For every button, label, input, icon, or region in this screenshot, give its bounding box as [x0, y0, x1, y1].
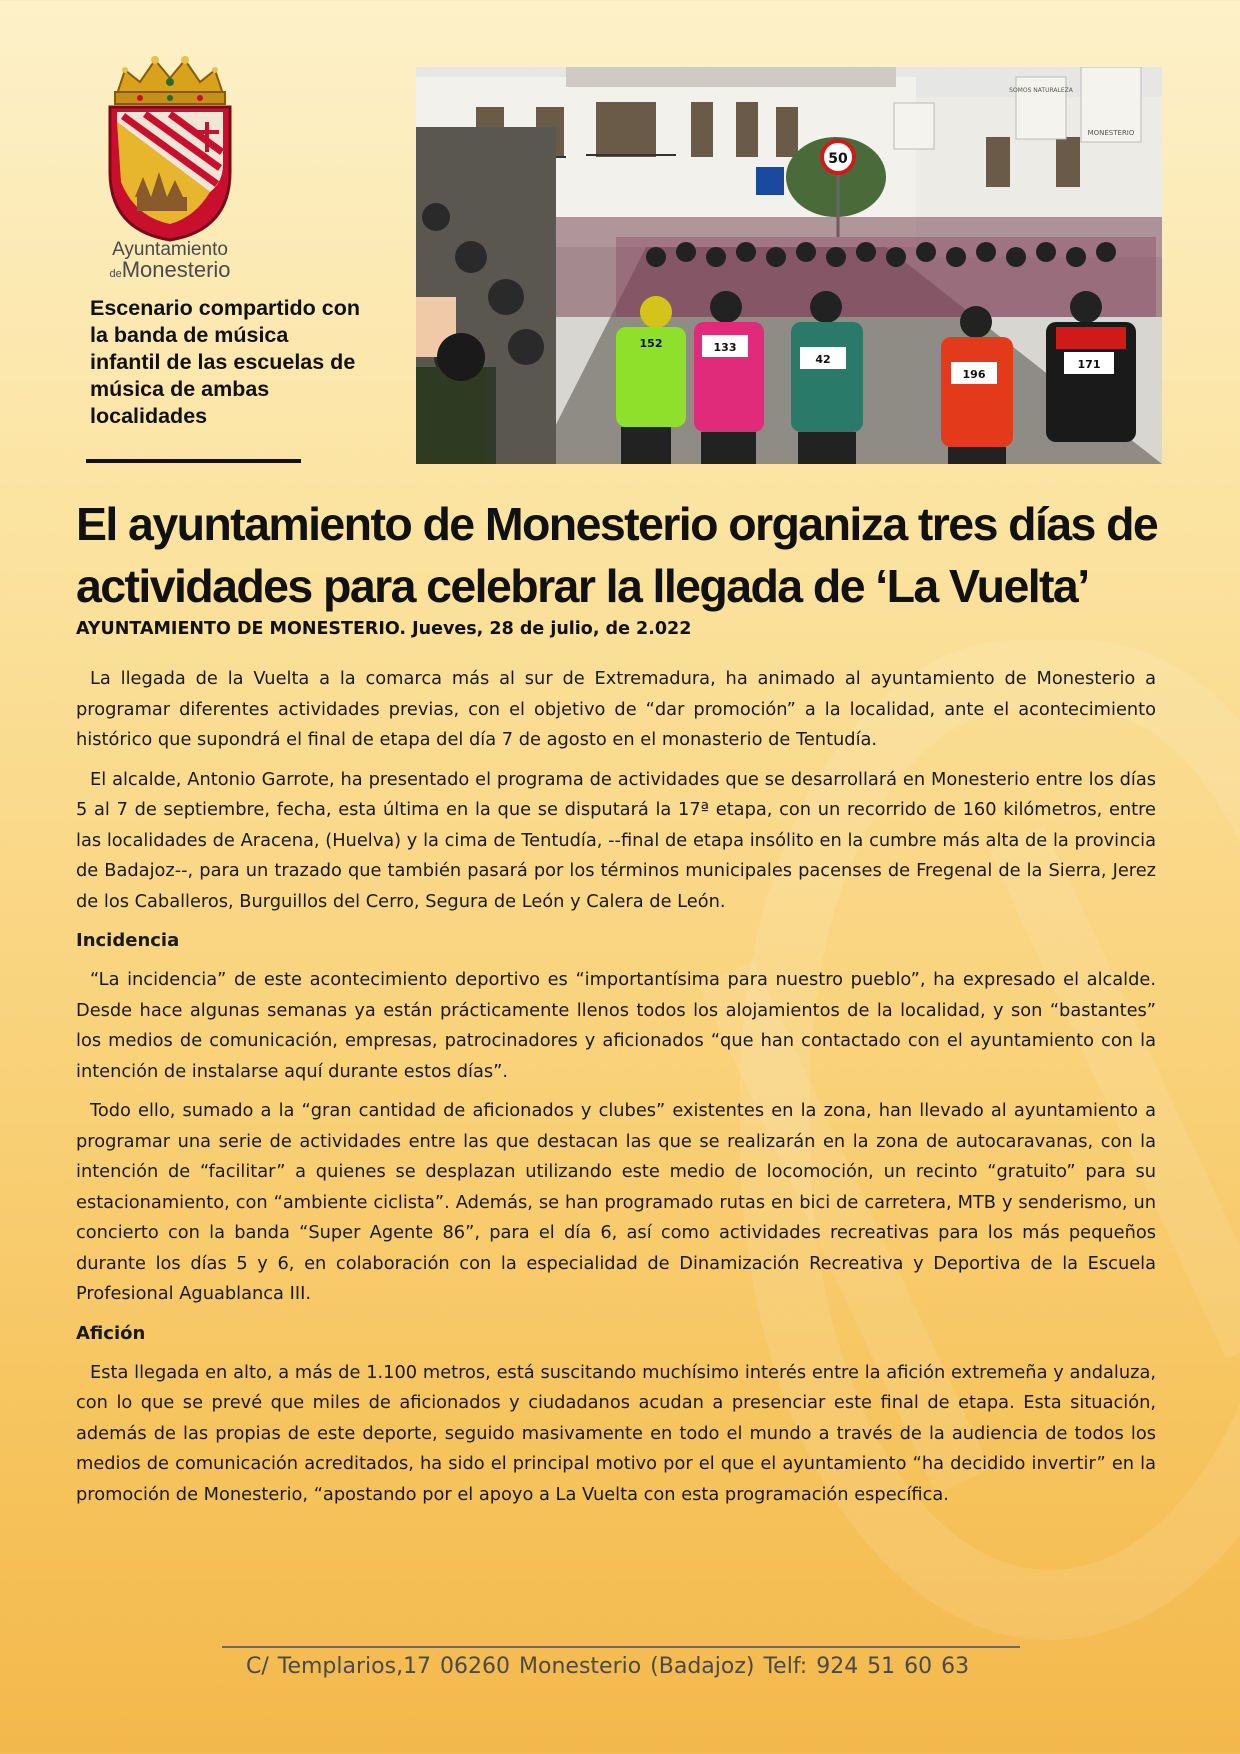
svg-text:MONESTERIO: MONESTERIO	[1087, 129, 1135, 137]
svg-text:133: 133	[713, 341, 737, 354]
article-paragraph: “La incidencia” de este acontecimiento deportivo es “importantísima para nuestro pueblo”, ha expresado el alcalde. Desde hace algunas semanas ya están prácticamente llenos todos los alojamientos de la localidad, y son “bastantes” los medios de comunicación, empresas, patrocinadores y aficionados “que han contactado con el ayuntamiento con la intención de instalarse aquí durante estos días”.	[76, 969, 1156, 1082]
svg-text:196: 196	[962, 368, 986, 381]
svg-text:SOMOS NATURALEZA: SOMOS NATURALEZA	[1009, 87, 1073, 94]
section-heading-incidencia: Incidencia	[76, 930, 180, 951]
article-paragraph: La llegada de la Vuelta a la comarca más al sur de Extremadura, ha animado al ayuntamiento de Monesterio a programar diferentes actividades previas, con el objetivo de “dar promoción” a la localidad, ante el acontecimiento histórico que supondrá el final de etapa del día 7 de agosto en el monasterio de Tentudía.	[76, 668, 1156, 750]
logo-line2: deMonesterio	[109, 257, 231, 282]
article-body	[76, 664, 1156, 1519]
logo-line1: Ayuntamiento	[112, 239, 228, 260]
caption-divider	[86, 459, 301, 463]
footer-divider	[222, 1646, 1020, 1648]
article-headline: El ayuntamiento de Monesterio organiza tres días de actividades para celebrar la llegada de ‘La Vuelta’	[76, 498, 1158, 612]
cycling-race-photo	[416, 67, 1162, 464]
svg-text:42: 42	[815, 353, 831, 366]
logo-wordmark	[85, 240, 255, 284]
footer-address: C/ Templarios,17 06260 Monesterio (Badajoz) Telf: 924 51 60 63	[246, 1654, 970, 1679]
svg-text:171: 171	[1077, 358, 1101, 371]
shield-icon	[110, 107, 230, 240]
crown-icon	[115, 56, 225, 104]
article-byline: AYUNTAMIENTO DE MONESTERIO. Jueves, 28 de julio, de 2.022	[76, 619, 692, 639]
article-paragraph: El alcalde, Antonio Garrote, ha presentado el programa de actividades que se desarrollará en Monesterio entre los días 5 al 7 de septiembre, fecha, esta última en la que se disputará la 17ª etapa, con un recorrido de 160 kilómetros, entre las localidades de Aracena, (Huelva) y la cima de Tentudía, --final de etapa insólito en la cumbre más alta de la provincia de Badajoz--, para un trazado que también pasará por los términos municipales pacenses de Fregenal de la Sierra, Jerez de los Caballeros, Burguillos del Cerro, Segura de León y Calera de León.	[76, 768, 1156, 912]
svg-text:152: 152	[639, 337, 663, 350]
svg-text:50: 50	[828, 151, 848, 167]
section-heading-aficion: Afición	[76, 1322, 146, 1344]
article-paragraph: Todo ello, sumado a la “gran cantidad de aficionados y clubes” existentes en la zona, han llevado al ayuntamiento a programar una serie de actividades entre las que destacan las que se realizarán en la zona de autocaravanas, con la intención de “facilitar” a quienes se desplazan utilizando este medio de locomoción, un recinto “gratuito” para su estacionamiento, con “ambiente ciclista”. Además, se han programado rutas en bici de carretera, MTB y senderismo, un concierto con la banda “Super Agente 86”, para el día 6, así como actividades recreativas para los más pequeños durante los días 5 y 6, en colaboración con la especialidad de Dinamización Recreativa y Deportiva de la Escuela Profesional Aguablanca III.	[76, 1100, 1156, 1304]
photo-caption-note: Escenario compartido con la banda de música infantil de las escuelas de música de ambas localidades	[90, 296, 361, 428]
article-paragraph: Esta llegada en alto, a más de 1.100 metros, está suscitando muchísimo interés entre la afición extremeña y andaluza, con lo que se prevé que miles de aficionados y ciudadanos acudan a presenciar este final de etapa. Esta situación, además de las propias de este deporte, seguido masivamente en todo el mundo a través de la audiencia de todos los medios de comunicación acreditados, ha sido el principal motivo por el que el ayuntamiento “ha decidido invertir” en la promoción de Monesterio, “apostando por el apoyo a La Vuelta con esta programación específica.	[76, 1361, 1156, 1505]
